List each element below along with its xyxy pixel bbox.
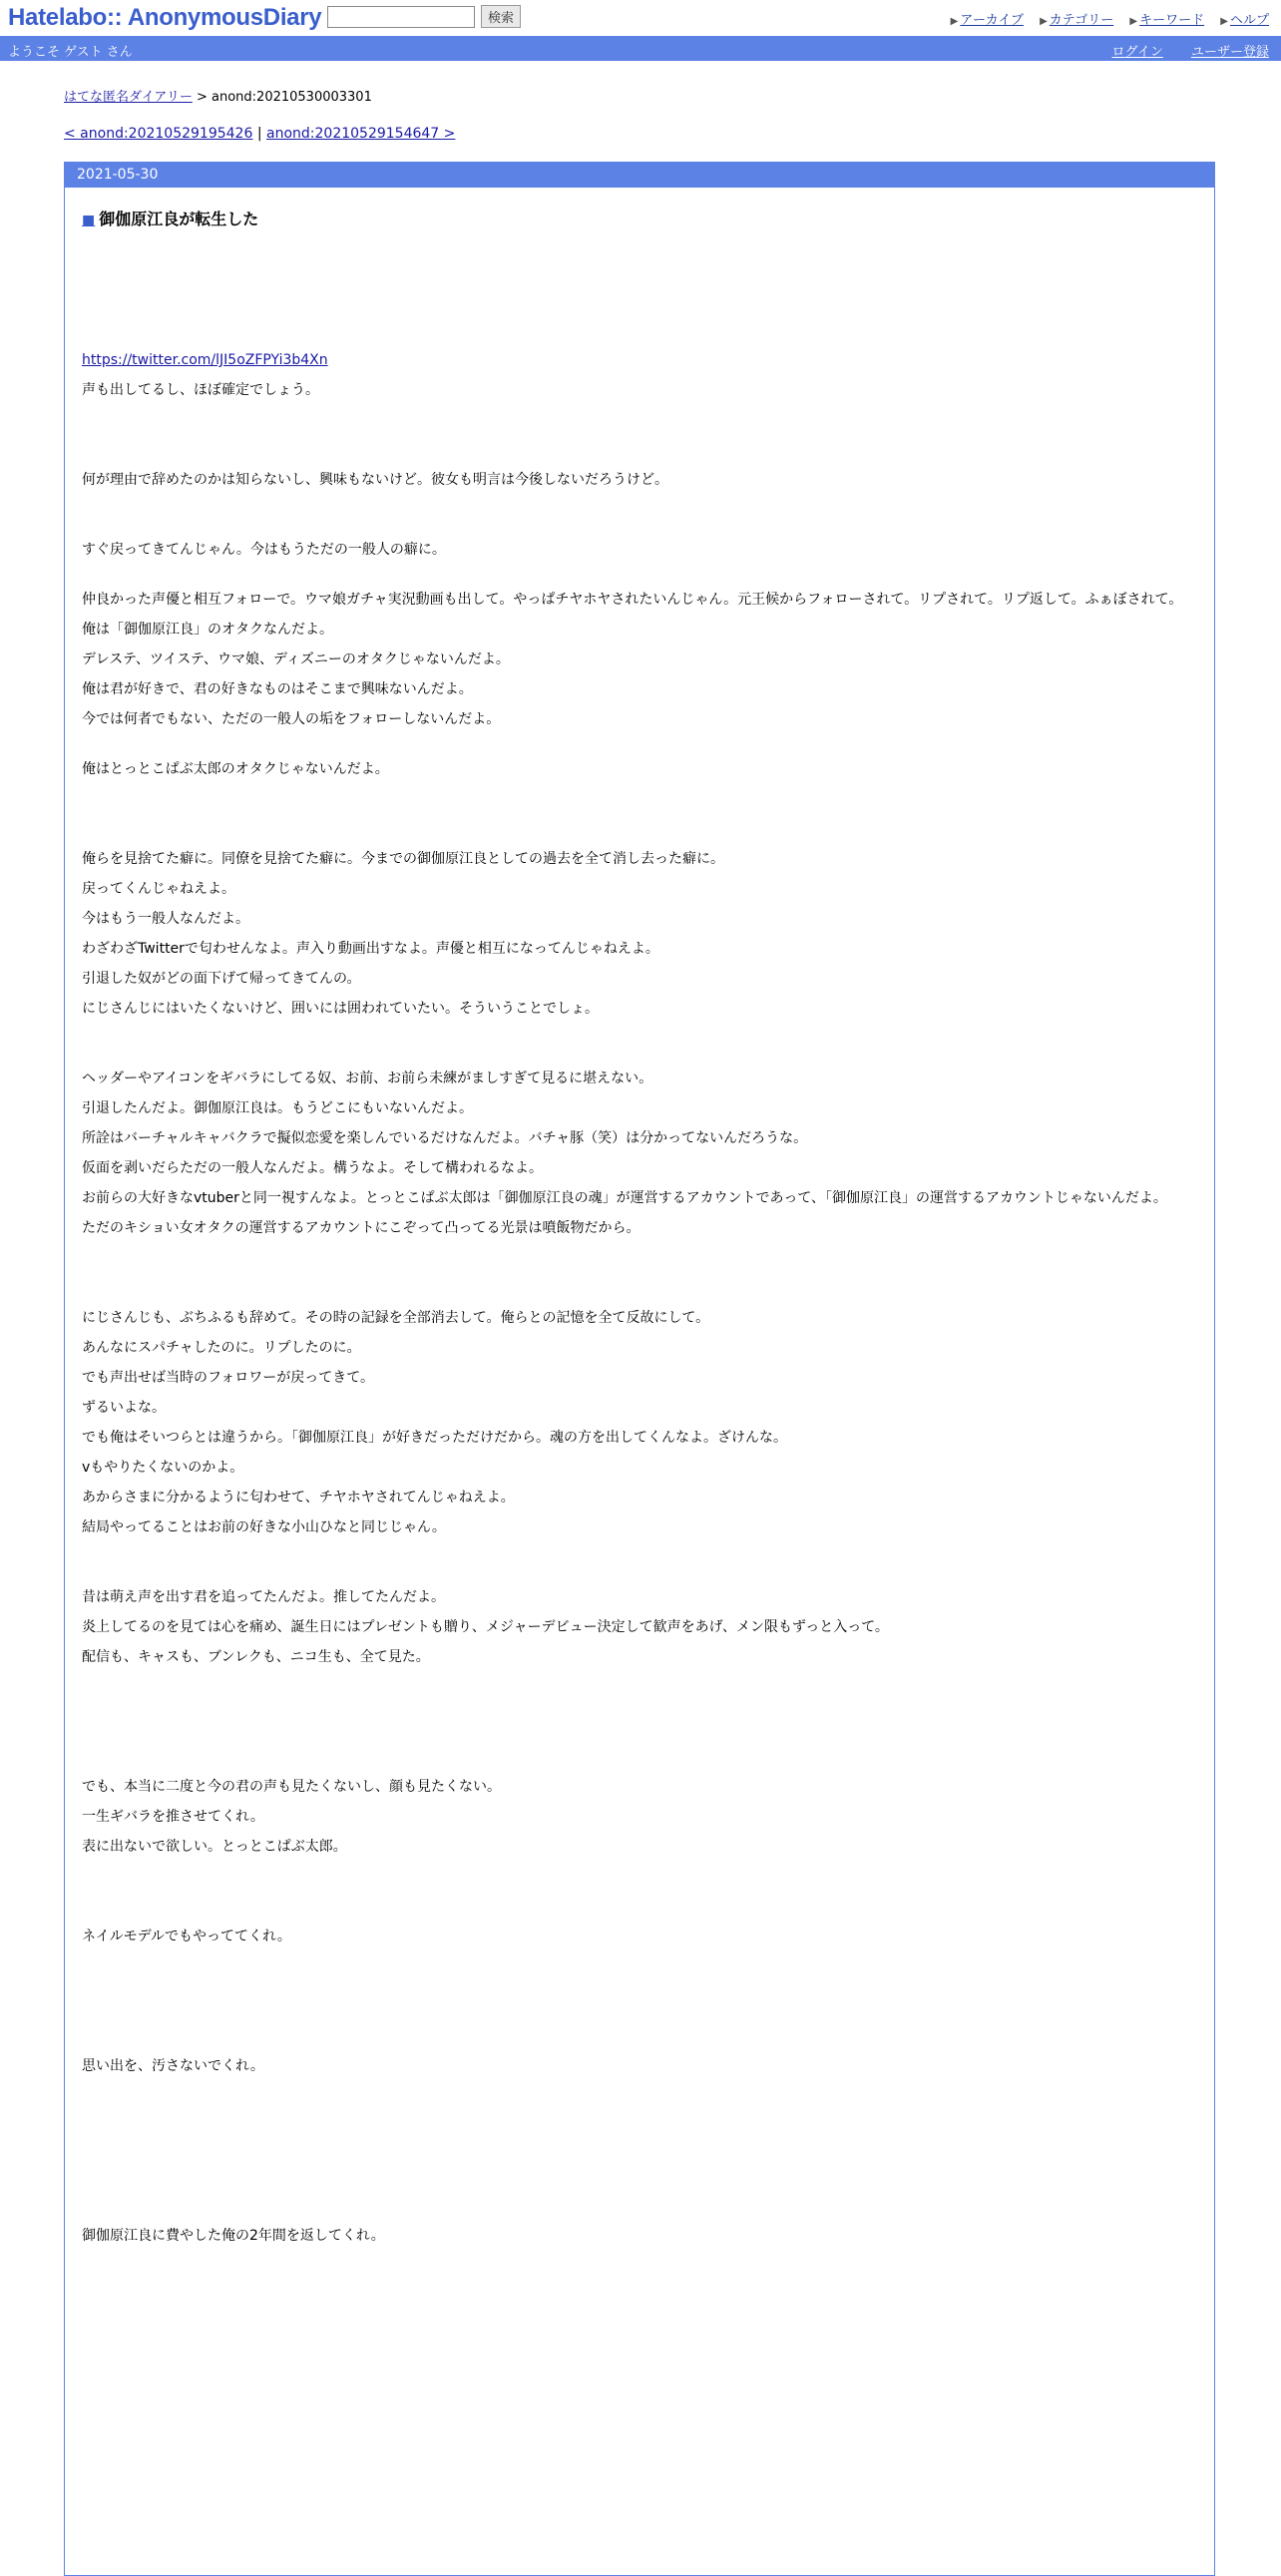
blank-line [82, 1567, 1199, 1587]
blank-line [82, 829, 1199, 849]
entry-paragraph: でも、本当に二度と今の君の声も見たくないし、顔も見たくない。 [82, 1779, 501, 1795]
entry-paragraph: ただのキショい女オタクの運営するアカウントにこぞって凸ってる光景は噴飯物だから。 [82, 1220, 640, 1236]
nav-keyword[interactable] [1129, 13, 1204, 28]
blank-line [82, 1288, 1199, 1308]
blank-line [82, 1956, 1199, 1976]
prev-entry-link[interactable]: < anond:20210529195426 [64, 126, 253, 142]
account-links [1087, 41, 1269, 60]
blank-line [82, 570, 1199, 590]
nav-keyword-label: キーワード [1139, 13, 1205, 28]
entry-paragraph: 配信も、キャスも、ブンレクも、ニコ生も、全て見た。 [82, 1649, 430, 1665]
blank-line [82, 430, 1199, 450]
blank-line [82, 1677, 1199, 1697]
blank-line [82, 1029, 1199, 1049]
blank-line [82, 1737, 1199, 1757]
site-logo[interactable]: Hatelabo:: AnonymousDiary [8, 4, 322, 31]
entry-paragraph: 思い出を、汚さないでくれ。 [82, 2058, 264, 2074]
diary-day-box [64, 162, 1215, 2576]
permalink-icon[interactable]: ■ [82, 213, 96, 228]
nav-archive-label: アーカイブ [960, 13, 1024, 28]
search-button[interactable]: 検索 [481, 5, 521, 28]
entry-paragraph: 何が理由で辞めたのかは知らないし、興味もないけど。彼女も明言は今後しないだろうけど。 [82, 472, 668, 488]
blank-line [82, 1887, 1199, 1907]
user-bar [0, 36, 1281, 61]
entry-paragraph: 声も出してるし、ほぼ確定でしょう。 [82, 382, 319, 398]
welcome-text: ようこそ ゲスト さん [8, 45, 133, 60]
blank-line [82, 520, 1199, 540]
entry-paragraph: 今では何者でもない、ただの一般人の垢をフォローしないんだよ。 [82, 711, 501, 727]
blank-line [82, 1717, 1199, 1737]
chevron-right-icon: ▶ [950, 16, 959, 27]
entry-paragraph: 俺は君が好きで、君の好きなものはそこまで興味ないんだよ。 [82, 681, 473, 697]
breadcrumb-separator: > [192, 90, 213, 105]
header [0, 0, 1281, 36]
blank-line [82, 1976, 1199, 1996]
nav-archive[interactable] [951, 13, 1024, 28]
entry-paragraph: あんなにスパチャしたのに。リプしたのに。 [82, 1340, 361, 1356]
next-entry-link[interactable]: anond:20210529154647 > [266, 126, 456, 142]
blank-line [82, 410, 1199, 430]
entry-title [82, 207, 258, 229]
breadcrumb [64, 86, 372, 105]
entry-title-text: 御伽原江良が転生した [99, 210, 259, 228]
entry-paragraph: ヘッダーやアイコンをギバラにしてる奴、お前、お前ら未練がましすぎて見るに堪えない。 [82, 1071, 653, 1086]
entry-paragraph: でも俺はそいつらとは違うから。「御伽原江良」が好きだっただけだから。魂の方を出してくんなよ。ざけんな。 [82, 1430, 787, 1446]
entry-paragraph: vもやりたくないのかよ。 [82, 1460, 244, 1476]
entry-date: 2021-05-30 [65, 163, 1214, 188]
nav-category-label: カテゴリー [1049, 13, 1114, 28]
entry-paragraph: 所詮はバーチャルキャバクラで擬似恋愛を楽しんでいるだけなんだよ。バチャ豚（笑）は分かってないんだろうな。 [82, 1130, 808, 1146]
entry-link[interactable]: https://twitter.com/lJI5oZFPYi3b4Xn [82, 352, 328, 368]
nav-help-label: ヘルプ [1229, 13, 1269, 28]
chevron-right-icon: ▶ [1040, 16, 1048, 27]
entry-paragraph: お前らの大好きなvtuberと同一視すんなよ。とっとこぱぶ太郎は「御伽原江良の魂」が運営するアカウントであって、「御伽原江良」の運営するアカウントじゃないんだよ。 [82, 1190, 1167, 1206]
nav-help[interactable] [1220, 13, 1269, 28]
entry-paragraph: 引退したんだよ。御伽原江良は。もうどこにもいないんだよ。 [82, 1100, 473, 1116]
blank-line [82, 1697, 1199, 1717]
entry-paragraph: 御伽原江良に費やした俺の2年間を返してくれ。 [82, 2228, 385, 2244]
blank-line [82, 739, 1199, 759]
entry-paragraph: 結局やってることはお前の好きな小山ひなと同じじゃん。 [82, 1519, 446, 1535]
entry-paragraph: 仮面を剥いだらただの一般人なんだよ。構うなよ。そして構われるなよ。 [82, 1160, 543, 1176]
blank-line [82, 1996, 1199, 2016]
entry-paragraph: 一生ギバラを推させてくれ。 [82, 1809, 264, 1825]
blank-line [82, 2146, 1199, 2166]
pager-separator: | [252, 126, 267, 142]
blank-line [82, 2036, 1199, 2056]
entry-paragraph: わざわざTwitterで匂わせんなよ。声入り動画出すなよ。声優と相互になってんじゃねえよ。 [82, 941, 659, 957]
entry-paragraph: でも声出せば当時のフォロワーが戻ってきて。 [82, 1370, 375, 1386]
entry-paragraph: にじさんじにはいたくないけど、囲いには囲われていたい。そういうことでしょ。 [82, 1001, 599, 1017]
blank-line [82, 2206, 1199, 2226]
search-input[interactable] [327, 6, 475, 28]
entry-paragraph: デレステ、ツイステ、ウマ娘、ディズニーのオタクじゃないんだよ。 [82, 651, 510, 667]
chevron-right-icon: ▶ [1220, 16, 1228, 27]
entry-paragraph: ネイルモデルでもやっててくれ。 [82, 1929, 291, 1944]
entry-paragraph: にじさんじも、ぶちふるも辞めて。その時の記録を全部消去して。俺らとの記憶を全て反故にして。 [82, 1310, 710, 1326]
blank-line [82, 2086, 1199, 2106]
blank-line [82, 500, 1199, 520]
entry-paragraph: 戻ってくんじゃねえよ。 [82, 881, 235, 897]
entry-paragraph: 炎上してるのを見ては心を痛め、誕生日にはプレゼントも贈り、メジャーデビュー決定して歓声をあげ、メン限もずっと入って。 [82, 1619, 889, 1635]
blank-line [82, 450, 1199, 470]
blank-line [82, 2126, 1199, 2146]
entry-body [82, 350, 1199, 2256]
blank-line [82, 809, 1199, 829]
blank-line [82, 2166, 1199, 2186]
entry-paragraph: 俺はとっとこぱぶ太郎のオタクじゃないんだよ。 [82, 761, 389, 777]
nav-category[interactable] [1040, 13, 1113, 28]
entry-paragraph: ずるいよな。 [82, 1400, 166, 1416]
breadcrumb-current: anond:20210530003301 [212, 90, 372, 105]
blank-line [82, 1049, 1199, 1069]
pager [64, 126, 455, 142]
entry-paragraph: あからさまに分かるように匂わせて、チヤホヤされてんじゃねえよ。 [82, 1490, 515, 1505]
blank-line [82, 1248, 1199, 1268]
entry-paragraph: 引退した奴がどの面下げて帰ってきてんの。 [82, 971, 361, 987]
entry-paragraph: すぐ戻ってきてんじゃん。今はもうただの一般人の癖に。 [82, 542, 446, 558]
entry-paragraph: 俺は「御伽原江良」のオタクなんだよ。 [82, 622, 333, 638]
login-link[interactable]: ログイン [1111, 45, 1163, 60]
blank-line [82, 789, 1199, 809]
entry-paragraph: 俺らを見捨てた癖に。同僚を見捨てた癖に。今までの御伽原江良としての過去を全て消し去った癖に。 [82, 851, 724, 867]
blank-line [82, 1268, 1199, 1288]
blank-line [82, 2016, 1199, 2036]
blank-line [82, 2186, 1199, 2206]
breadcrumb-root[interactable]: はてな匿名ダイアリー [64, 90, 193, 105]
blank-line [82, 1757, 1199, 1777]
blank-line [82, 1907, 1199, 1927]
blank-line [82, 1547, 1199, 1567]
top-nav [939, 9, 1269, 28]
register-link[interactable]: ユーザー登録 [1190, 45, 1269, 60]
entry-paragraph: 表に出ないで欲しい。とっとこぱぶ太郎。 [82, 1839, 347, 1855]
chevron-right-icon: ▶ [1129, 16, 1138, 27]
blank-line [82, 2106, 1199, 2126]
blank-line [82, 1867, 1199, 1887]
entry-paragraph: 仲良かった声優と相互フォローで。ウマ娘ガチャ実況動画も出して。やっぱチヤホヤされたいんじゃん。元王候からフォローされて。リプされて。リプ返して。ふぁぼされて。 [82, 592, 1183, 608]
entry-paragraph: 今はもう一般人なんだよ。 [82, 911, 249, 927]
entry-paragraph: 昔は萌え声を出す君を追ってたんだよ。推してたんだよ。 [82, 1589, 445, 1605]
